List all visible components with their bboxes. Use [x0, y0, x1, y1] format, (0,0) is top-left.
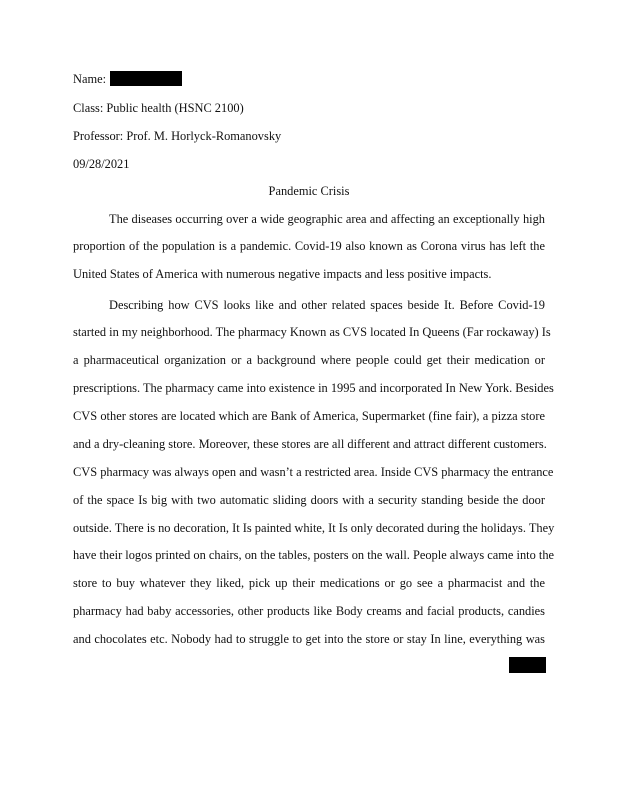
paragraph-2-line: pharmacy had baby accessories, other products like Body creams and facial products, candies — [73, 604, 545, 618]
paragraph-2-line: started in my neighborhood. The pharmacy Known as CVS located In Queens (Far rockaway) Is — [73, 325, 551, 339]
paragraph-2-line: outside. There is no decoration, It Is painted white, It Is only decorated during the holidays. They — [73, 521, 555, 535]
redacted-footer-block — [509, 657, 546, 673]
professor-line: Professor: Prof. M. Horlyck-Romanovsky — [73, 129, 282, 143]
date-line: 09/28/2021 — [73, 157, 130, 171]
paragraph-2-line: CVS pharmacy was always open and wasn’t a restricted area. Inside CVS pharmacy the entrance — [73, 465, 554, 479]
paragraph-1-line: The diseases occurring over a wide geographic area and affecting an exceptionally high — [109, 212, 545, 226]
redacted-name-block — [110, 71, 182, 86]
paragraph-1-line: United States of America with numerous negative impacts and less positive impacts. — [73, 267, 492, 281]
paragraph-2-line: of the space Is big with two automatic sliding doors with a security standing beside the door — [73, 493, 545, 507]
class-line: Class: Public health (HSNC 2100) — [73, 101, 244, 115]
paragraph-2-line: a pharmaceutical organization or a background where people could get their medication or — [73, 353, 545, 367]
paragraph-1-line: proportion of the population is a pandemic. Covid-19 also known as Corona virus has left the — [73, 239, 545, 253]
paragraph-2-line: store to buy whatever they liked, pick up their medications or go see a pharmacist and the — [73, 576, 545, 590]
paragraph-2-line: and a dry-cleaning store. Moreover, these stores are all different and attract different customers. — [73, 437, 547, 451]
essay-title: Pandemic Crisis — [268, 184, 350, 198]
paragraph-2-line: have their logos printed on chairs, on the tables, posters on the wall. People always came into the — [73, 548, 555, 562]
paragraph-2-line: Describing how CVS looks like and other related spaces beside It. Before Covid-19 — [109, 298, 545, 312]
name-label: Name: — [73, 72, 107, 86]
paragraph-2-line: CVS other stores are located which are Bank of America, Supermarket (fine fair), a pizza store — [73, 409, 545, 423]
paragraph-2-line: and chocolates etc. Nobody had to struggle to get into the store or stay In line, everything was — [73, 632, 545, 646]
paragraph-2-line: prescriptions. The pharmacy came into existence in 1995 and incorporated In New York. Besides — [73, 381, 554, 395]
